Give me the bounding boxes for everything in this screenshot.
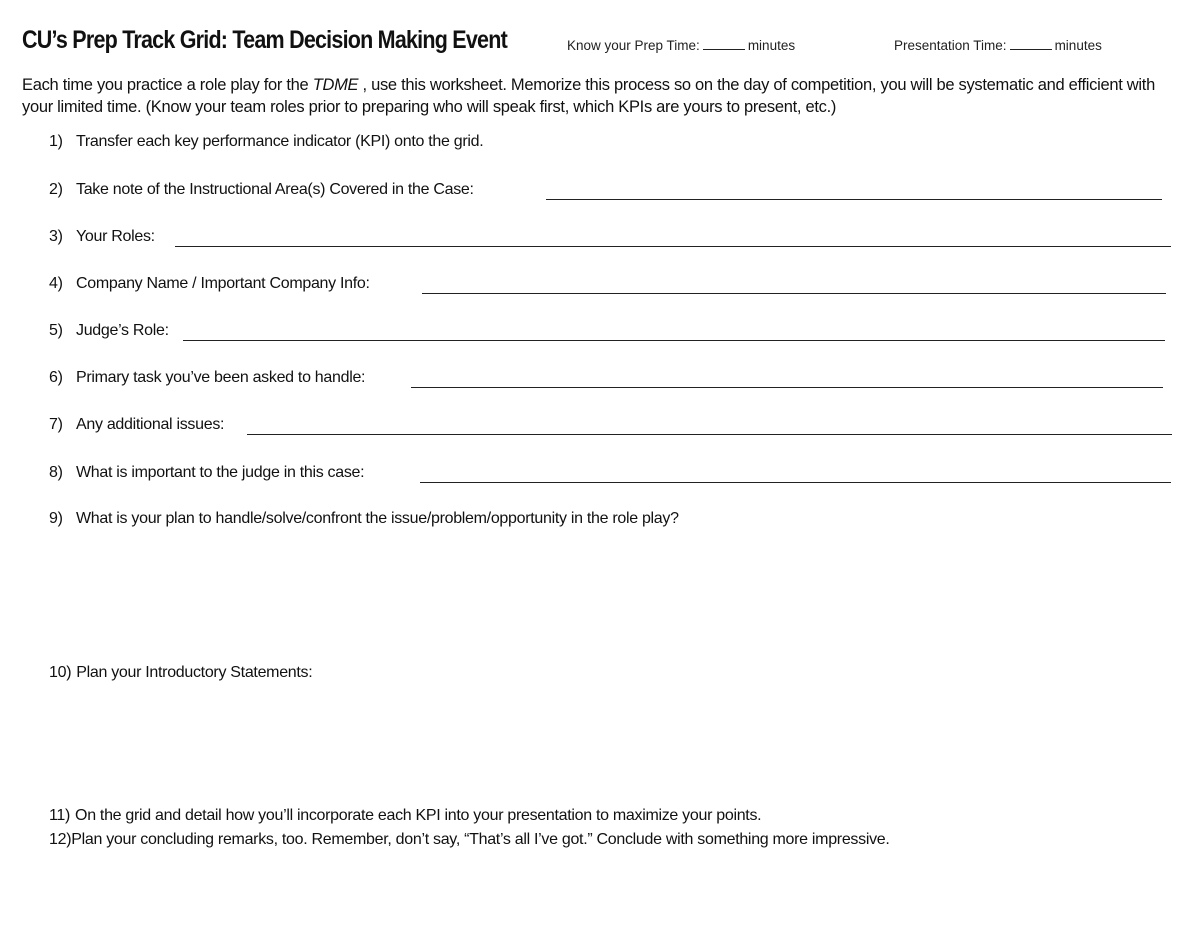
prep-time-unit: minutes: [747, 38, 796, 53]
instructional-area-answer-line[interactable]: [546, 199, 1162, 200]
step-8: [49, 464, 364, 482]
step-number: 12): [49, 831, 72, 848]
step-number: 8): [49, 464, 63, 481]
step-11: [49, 807, 761, 825]
step-text: On the grid and detail how you’ll incorporate each KPI into your presentation to maximize your points.: [75, 807, 762, 824]
intro-event-abbr: TDME: [312, 76, 359, 94]
presentation-time-label: Presentation Time:: [894, 38, 1007, 53]
prep-time-field[interactable]: [567, 38, 795, 53]
step-text: Judge’s Role:: [76, 322, 169, 339]
prep-time-blank[interactable]: [703, 39, 745, 50]
additional-issues-answer-line[interactable]: [247, 434, 1172, 435]
step-12: [49, 831, 890, 849]
step-text: Plan your Introductory Statements:: [76, 664, 313, 681]
step-text: Any additional issues:: [76, 416, 225, 433]
step-number: 1): [49, 133, 63, 150]
your-roles-answer-line[interactable]: [175, 246, 1171, 247]
step-3: [49, 228, 155, 246]
presentation-time-blank[interactable]: [1010, 39, 1052, 50]
step-4: [49, 275, 370, 293]
step-text: What is important to the judge in this case:: [76, 464, 365, 481]
step-number: 4): [49, 275, 63, 292]
prep-time-label: Know your Prep Time:: [567, 38, 700, 53]
step-number: 3): [49, 228, 63, 245]
step-7: [49, 416, 224, 434]
step-number: 10): [49, 664, 72, 681]
intro-paragraph: [22, 74, 1182, 118]
step-text: Primary task you’ve been asked to handle:: [76, 369, 366, 386]
step-number: 5): [49, 322, 63, 339]
step-text: Company Name / Important Company Info:: [76, 275, 370, 292]
step-text: What is your plan to handle/solve/confront the issue/problem/opportunity in the role play?: [76, 510, 679, 527]
step-number: 2): [49, 181, 63, 198]
page-title: CU’s Prep Track Grid: Team Decision Making Event: [22, 26, 507, 54]
step-10: [49, 664, 312, 682]
step-2: [49, 181, 474, 199]
step-6: [49, 369, 365, 387]
step-number: 6): [49, 369, 63, 386]
step-number: 7): [49, 416, 63, 433]
intro-text-before: Each time you practice a role play for the: [22, 76, 309, 94]
step-text: Transfer each key performance indicator (KPI) onto the grid.: [76, 133, 484, 150]
presentation-time-field[interactable]: [894, 38, 1102, 53]
judge-importance-answer-line[interactable]: [420, 482, 1171, 483]
step-text: Take note of the Instructional Area(s) Covered in the Case:: [76, 181, 474, 198]
step-number: 11): [49, 807, 71, 824]
step-9: [49, 510, 679, 528]
step-1: [49, 133, 483, 151]
step-5: [49, 322, 169, 340]
company-info-answer-line[interactable]: [422, 293, 1166, 294]
step-number: 9): [49, 510, 63, 527]
step-text: Plan your concluding remarks, too. Remember, don’t say, “That’s all I’ve got.” Conclude with something more impressive.: [71, 831, 890, 848]
primary-task-answer-line[interactable]: [411, 387, 1163, 388]
intro-text-after: , use this worksheet. Memorize this process so on the day of competition, you will be systematic and efficient with your limited time. (Know your team roles prior to preparing who will speak first, which KPIs are yours to present, etc.): [22, 76, 1155, 116]
step-text: Your Roles:: [76, 228, 155, 245]
judges-role-answer-line[interactable]: [183, 340, 1165, 341]
presentation-time-unit: minutes: [1054, 38, 1102, 53]
